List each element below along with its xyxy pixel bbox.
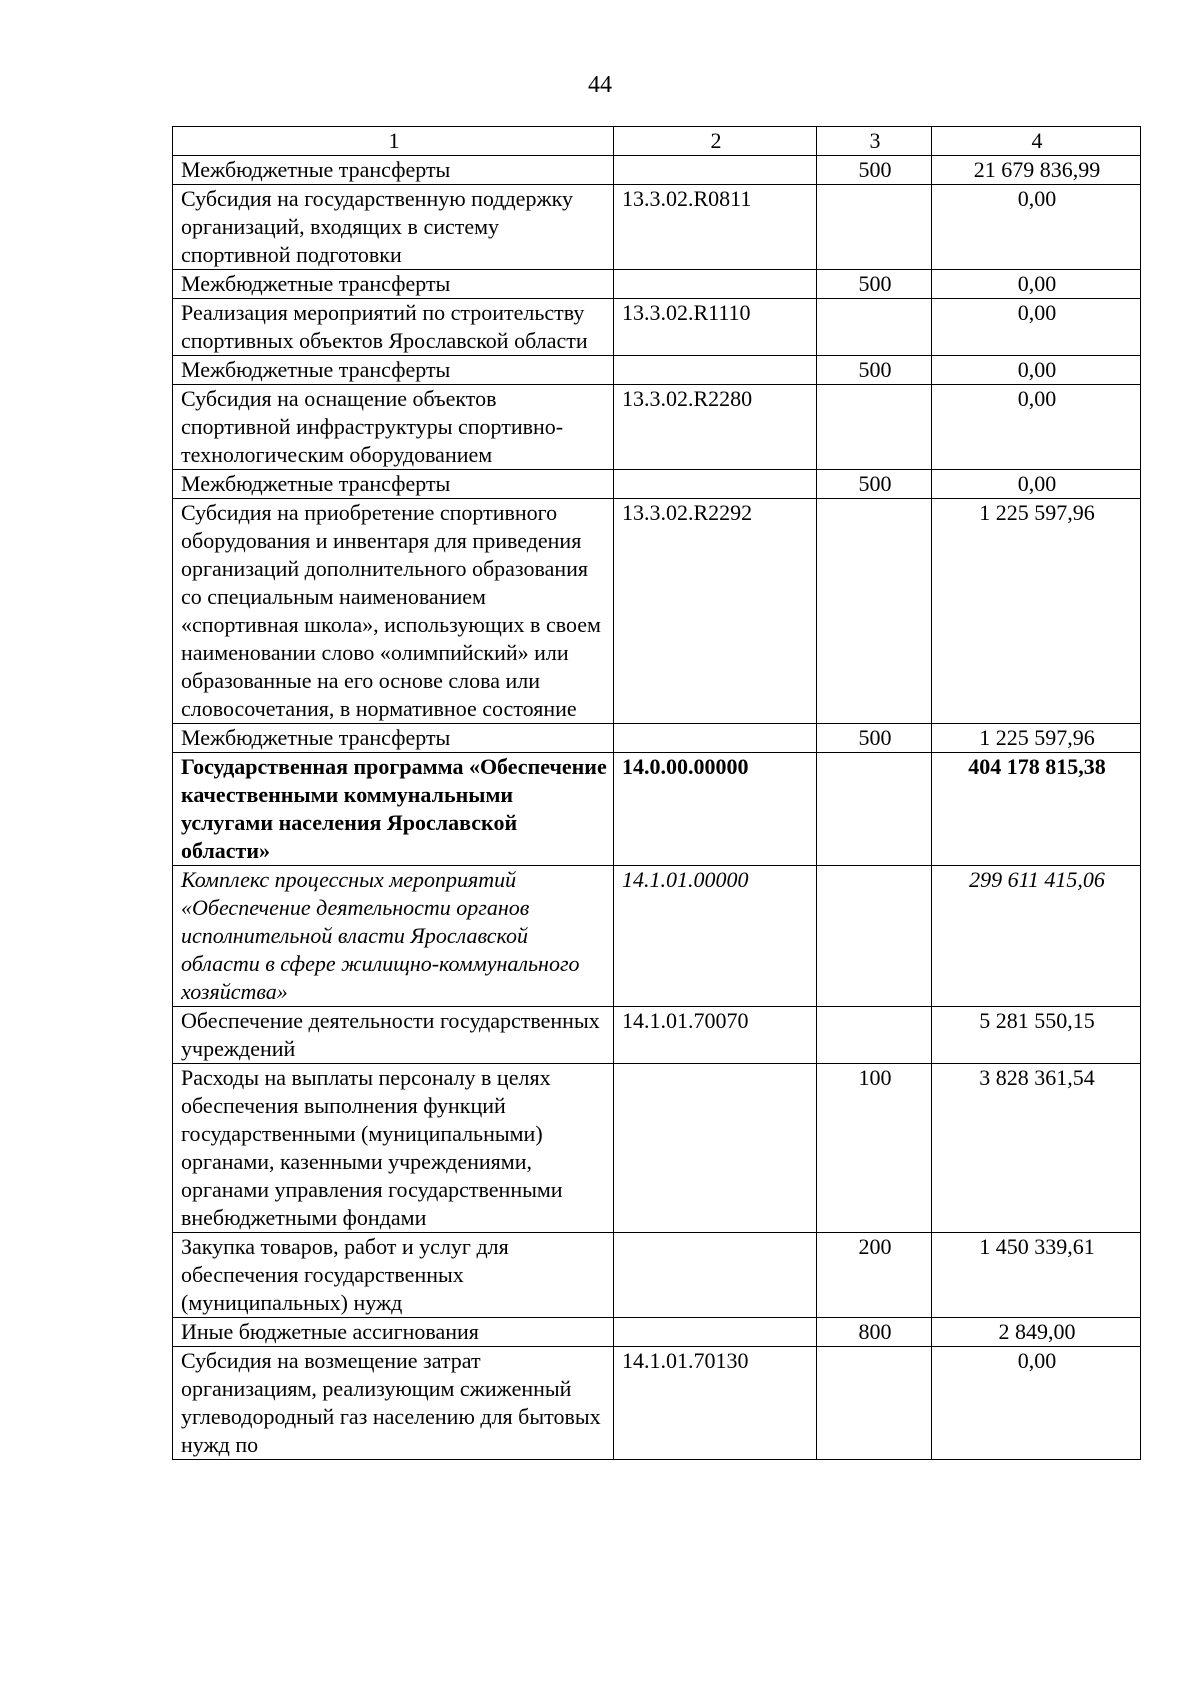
amount-cell: 0,00 [932, 470, 1141, 499]
name-cell: Субсидия на приобретение спортивного оборудования и инвентаря для приведения организаций дополнительного образования со специальным наименованием «спортивная школа», использующих в своем наименовании слово «олимпийский» или образованные на его основе слова или словосочетания, в нормативное состояние [173, 499, 614, 724]
name-cell: Обеспечение деятельности государственных учреждений [173, 1007, 614, 1064]
name-cell: Закупка товаров, работ и услуг для обеспечения государственных (муниципальных) нужд [173, 1233, 614, 1318]
code-cell [614, 156, 817, 185]
expense-type-cell [817, 1347, 932, 1460]
expense-type-cell: 500 [817, 356, 932, 385]
header-row [173, 127, 1141, 156]
table-row [173, 299, 1141, 356]
amount-cell: 0,00 [932, 385, 1141, 470]
table-row [173, 185, 1141, 270]
expense-type-cell: 500 [817, 724, 932, 753]
name-cell: Межбюджетные трансферты [173, 470, 614, 499]
expense-type-cell [817, 299, 932, 356]
code-cell [614, 270, 817, 299]
expense-type-cell [817, 185, 932, 270]
name-cell: Субсидия на государственную поддержку организаций, входящих в систему спортивной подготовки [173, 185, 614, 270]
code-cell [614, 1233, 817, 1318]
code-cell: 14.1.01.70130 [614, 1347, 817, 1460]
amount-cell: 299 611 415,06 [932, 866, 1141, 1007]
name-cell: Комплекс процессных мероприятий «Обеспечение деятельности органов исполнительной власти Ярославской области в сфере жилищно-коммунального хозяйства» [173, 866, 614, 1007]
code-cell [614, 470, 817, 499]
amount-cell: 1 225 597,96 [932, 499, 1141, 724]
expense-type-cell [817, 866, 932, 1007]
name-cell: Субсидия на оснащение объектов спортивной инфраструктуры спортивно-технологическим оборудованием [173, 385, 614, 470]
header-col-2: 2 [614, 127, 817, 156]
name-cell: Реализация мероприятий по строительству спортивных объектов Ярославской области [173, 299, 614, 356]
expense-type-cell: 100 [817, 1064, 932, 1233]
table-row [173, 385, 1141, 470]
expense-type-cell [817, 1007, 932, 1064]
table-row [173, 1347, 1141, 1460]
table-row [173, 356, 1141, 385]
code-cell [614, 1064, 817, 1233]
name-cell: Субсидия на возмещение затрат организациям, реализующим сжиженный углеводородный газ населению для бытовых нужд по [173, 1347, 614, 1460]
expense-type-cell: 200 [817, 1233, 932, 1318]
amount-cell: 2 849,00 [932, 1318, 1141, 1347]
code-cell [614, 724, 817, 753]
expense-type-cell [817, 753, 932, 866]
amount-cell: 3 828 361,54 [932, 1064, 1141, 1233]
expense-type-cell [817, 385, 932, 470]
amount-cell: 1 450 339,61 [932, 1233, 1141, 1318]
amount-cell: 1 225 597,96 [932, 724, 1141, 753]
expense-type-cell [817, 499, 932, 724]
table-row [173, 499, 1141, 724]
amount-cell: 0,00 [932, 356, 1141, 385]
table-row [173, 866, 1141, 1007]
code-cell: 14.1.01.00000 [614, 866, 817, 1007]
table-row [173, 1064, 1141, 1233]
amount-cell: 21 679 836,99 [932, 156, 1141, 185]
name-cell: Иные бюджетные ассигнования [173, 1318, 614, 1347]
expense-type-cell: 500 [817, 156, 932, 185]
expense-type-cell: 500 [817, 470, 932, 499]
amount-cell: 0,00 [932, 1347, 1141, 1460]
name-cell: Государственная программа «Обеспечение качественными коммунальными услугами населения Ярославской области» [173, 753, 614, 866]
table-row [173, 470, 1141, 499]
name-cell: Межбюджетные трансферты [173, 356, 614, 385]
amount-cell: 0,00 [932, 299, 1141, 356]
name-cell: Межбюджетные трансферты [173, 270, 614, 299]
name-cell: Межбюджетные трансферты [173, 156, 614, 185]
code-cell: 14.0.00.00000 [614, 753, 817, 866]
name-cell: Межбюджетные трансферты [173, 724, 614, 753]
code-cell [614, 356, 817, 385]
expense-type-cell: 800 [817, 1318, 932, 1347]
code-cell [614, 1318, 817, 1347]
expense-type-cell: 500 [817, 270, 932, 299]
amount-cell: 0,00 [932, 185, 1141, 270]
code-cell: 13.3.02.R0811 [614, 185, 817, 270]
header-col-3: 3 [817, 127, 932, 156]
table-row [173, 753, 1141, 866]
code-cell: 13.3.02.R1110 [614, 299, 817, 356]
amount-cell: 0,00 [932, 270, 1141, 299]
header-col-4: 4 [932, 127, 1141, 156]
table-row [173, 156, 1141, 185]
table-row [173, 1233, 1141, 1318]
table-row [173, 1007, 1141, 1064]
header-col-1: 1 [173, 127, 614, 156]
code-cell: 13.3.02.R2292 [614, 499, 817, 724]
code-cell: 13.3.02.R2280 [614, 385, 817, 470]
page-number: 44 [588, 72, 612, 98]
amount-cell: 5 281 550,15 [932, 1007, 1141, 1064]
table-row [173, 270, 1141, 299]
amount-cell: 404 178 815,38 [932, 753, 1141, 866]
code-cell: 14.1.01.70070 [614, 1007, 817, 1064]
table-row [173, 1318, 1141, 1347]
name-cell: Расходы на выплаты персоналу в целях обеспечения выполнения функций государственными (муниципальными) органами, казенными учреждениями, органами управления государственными внебюджетными фондами [173, 1064, 614, 1233]
table-body [173, 156, 1141, 1460]
budget-table [172, 126, 1141, 1460]
table-row [173, 724, 1141, 753]
